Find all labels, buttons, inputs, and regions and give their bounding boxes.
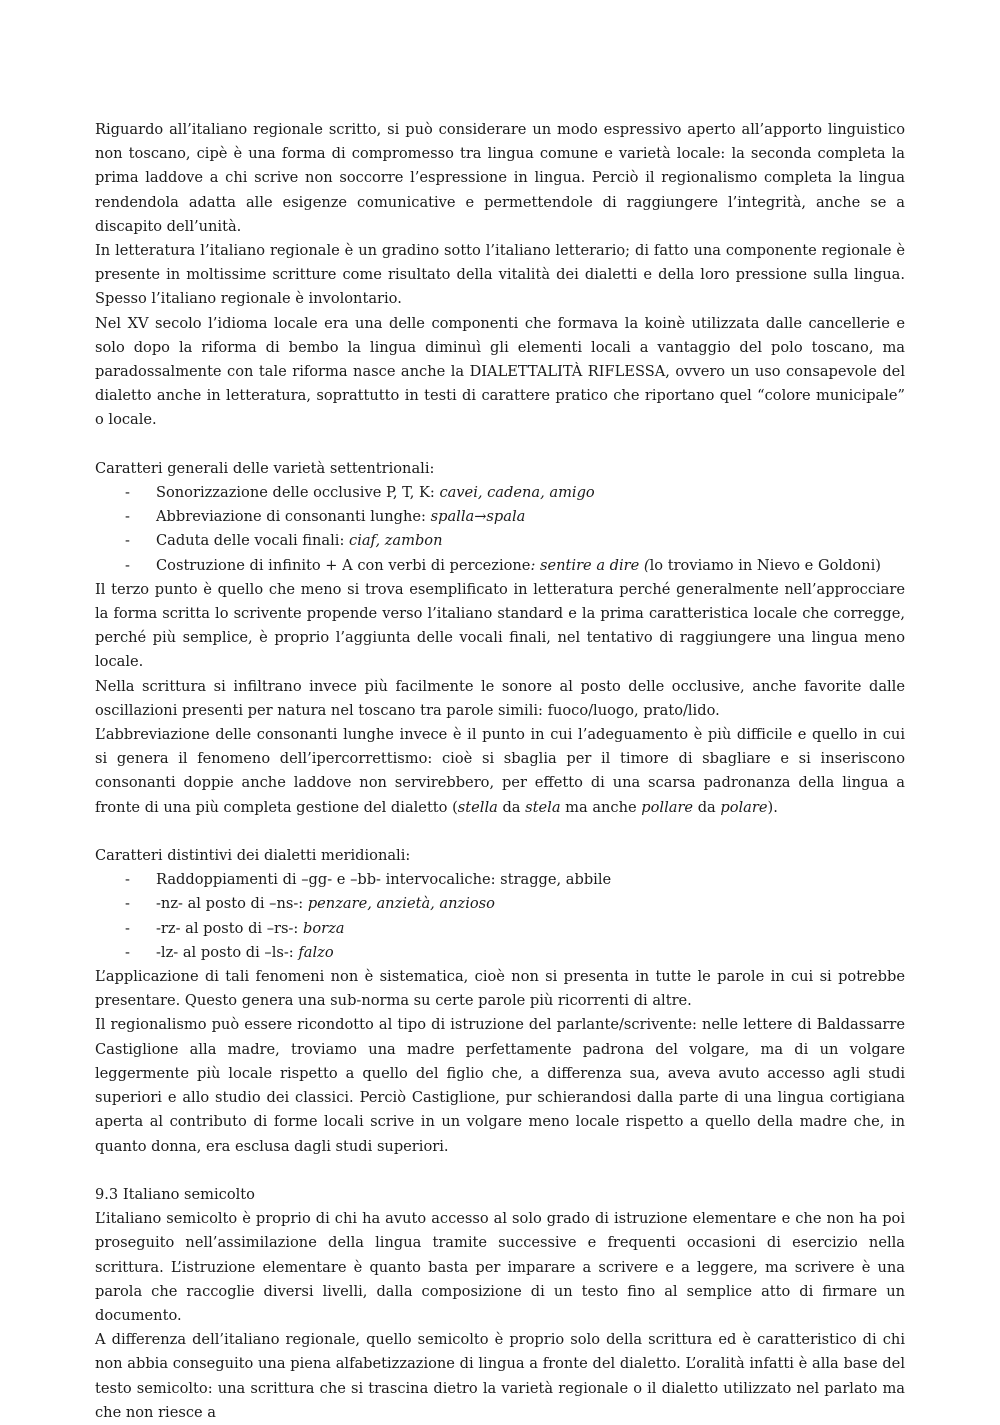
paragraph: A differenza dell’italiano regionale, quello semicolto è proprio solo della scrittura ed è caratteristico di chi non abbia conseguito una piena alfabetizzazione di lingua a fronte del dialetto. L’oralità infatti è alla base del testo semicolto: una scrittura che si trascina dietro la varietà regionale o il dialetto utilizzato nel parlato ma che non riesce a: [95, 1331, 905, 1421]
southern-features-list: [95, 868, 905, 965]
list-item: - Costruzione di infinito + A con verbi di percezione: sentire a dire (lo troviamo in Nievo e Goldoni): [95, 554, 905, 578]
section-heading: 9.3 Italiano semicolto: [95, 1185, 255, 1203]
list-item: - -rz- al posto di –rs-: borza: [95, 917, 905, 941]
paragraph: Riguardo all’italiano regionale scritto, si può considerare un modo espressivo aperto all’apporto linguistico non toscano, cipè è una forma di compromesso tra lingua comune e varietà locale: la seconda completa la prima laddove a chi scrive non soccorre l’espressione in lingua. Perciò il regionalismo completa la lingua rendendola adatta alle esigenze comunicative e permettendole di raggiungere l’integrità, anche se a discapito dell’unità.: [95, 121, 905, 235]
dash-bullet: -: [125, 943, 130, 961]
paragraph: L’abbreviazione delle consonanti lunghe invece è il punto in cui l’adeguamento è più difficile e quello in cui si genera il fenomeno dell’ipercorrettismo: cioè si sbaglia per il timore di sbagliare e si inseriscono consonanti doppie anche laddove non servirebbero, per effetto di una scarsa padronanza della lingua a fronte di una più completa gestione del dialetto (stella da stela ma anche pollare da polare).: [95, 726, 905, 816]
dash-bullet: -: [125, 556, 130, 574]
paragraph: L’italiano semicolto è proprio di chi ha avuto accesso al solo grado di istruzione elementare e che non ha poi proseguito nell’assimilazione della lingua tramite successive e frequenti occasioni di esercizio nella scrittura. L’istruzione elementare è quanto basta per imparare a scrivere e a leggere, ma scrivere è una parola che raccoglie diversi livelli, dalla composizione di un testo fino al semplice atto di firmare un documento.: [95, 1210, 905, 1324]
dash-bullet: -: [125, 532, 130, 550]
spacer: [95, 1159, 905, 1183]
spacer: [95, 433, 905, 457]
list-item: - Sonorizzazione delle occlusive P, T, K: cavei, cadena, amigo: [95, 481, 905, 505]
paragraph: Il regionalismo può essere ricondotto al tipo di istruzione del parlante/scrivente: nelle lettere di Baldassarre Castiglione alla madre, troviamo una madre perfettamente padrona del volgare, ma di un volgare leggermente più locale rispetto a quello del figlio che, a differenza sua, aveva avuto accesso agli studi superiori e allo studio dei classici. Perciò Castiglione, pur schierandosi dalla parte di una lingua cortigiana aperta al contributo di forme locali scrive in un volgare meno locale rispetto a quello della madre che, in quanto donna, era esclusa dagli studi superiori.: [95, 1016, 905, 1155]
dash-bullet: -: [125, 919, 130, 937]
paragraph: L’applicazione di tali fenomeni non è sistematica, cioè non si presenta in tutte le parole in cui si potrebbe presentare. Questo genera una sub-norma su certe parole più ricorrenti di altre.: [95, 968, 905, 1010]
dash-bullet: -: [125, 484, 130, 502]
northern-features-list: [95, 481, 905, 578]
dash-bullet: -: [125, 895, 130, 913]
paragraph: Il terzo punto è quello che meno si trova esemplificato in letteratura perché generalmente nell’approcciare la forma scritta lo scrivente propende verso l’italiano standard e la prima caratteristica locale che corregge, perché più semplice, è proprio l’aggiunta delle vocali finali, nel tentativo di raggiungere una lingua meno locale.: [95, 580, 905, 671]
list-item: - -nz- al posto di –ns-: penzare, anzietà, anzioso: [95, 892, 905, 916]
paragraph: In letteratura l’italiano regionale è un gradino sotto l’italiano letterario; di fatto una componente regionale è presente in moltissime scritture come risultato della vitalità dei dialetti e della loro pressione sulla lingua. Spesso l’italiano regionale è involontario.: [95, 242, 905, 308]
dash-bullet: -: [125, 508, 130, 526]
list-heading-northern: Caratteri generali delle varietà settentrionali:: [95, 459, 435, 477]
paragraph: Nel XV secolo l’idioma locale era una delle componenti che formava la koinè utilizzata dalle cancellerie e solo dopo la riforma di bembo la lingua diminuì gli elementi locali a vantaggio del polo toscano, ma paradossalmente con tale riforma nasce anche la DIALETTALITÀ RIFLESSA, ovvero un uso consapevole del dialetto anche in letteratura, soprattutto in testi di carattere pratico che riportano quel “colore municipale” o locale.: [95, 314, 905, 429]
list-item: - Abbreviazione di consonanti lunghe: spalla→spala: [95, 505, 905, 529]
list-item: - Raddoppiamenti di –gg- e –bb- intervocaliche: stragge, abbile: [95, 868, 905, 892]
spacer: [95, 820, 905, 844]
list-item: - -lz- al posto di –ls-: falzo: [95, 941, 905, 965]
list-heading-southern: Caratteri distintivi dei dialetti meridionali:: [95, 847, 411, 865]
document-page: [95, 118, 905, 1425]
dash-bullet: -: [125, 871, 130, 889]
paragraph: Nella scrittura si infiltrano invece più facilmente le sonore al posto delle occlusive, anche favorite dalle oscillazioni presenti per natura nel toscano tra parole simili: fuoco/luogo, prato/lido.: [95, 677, 905, 719]
list-item: - Caduta delle vocali finali: ciaf, zambon: [95, 529, 905, 553]
